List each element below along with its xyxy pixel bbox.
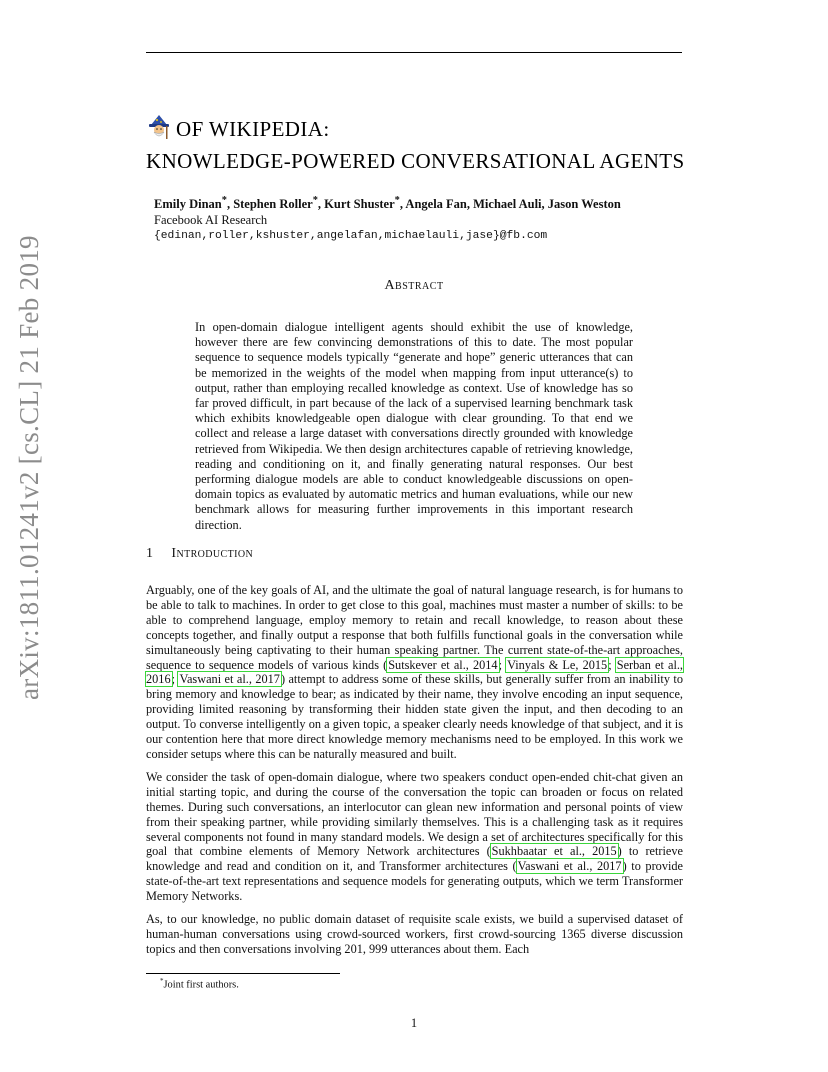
citation-link[interactable]: Sukhbaatar et al., 2015 <box>491 844 617 859</box>
citation-link[interactable]: Sutskever et al., 2014 <box>388 657 498 672</box>
page-number: 1 <box>410 1016 418 1030</box>
section-title: Introduction <box>171 546 254 561</box>
abstract-text: In open-domain dialogue intelligent agents should exhibit the use of knowledge, however there are few convincing demonstrations of this to date. The most popular sequence to sequence models typically “generate and hope” generic utterances that can be memorized in the weights of the model when mapping from input utterance(s) to output, rather than employing recalled knowledge as context. Use of knowledge has so far proved difficult, in part because of the lack of a supervised learning benchmark task which exhibits knowledgeable open dialogue with clear grounding. To that end we collect and release a large dataset with conversations directly grounded with knowledge retrieved from Wikipedia. We then design architectures capable of retrieving knowledge, reading and conditioning on it, and finally generating natural responses. Our best performing dialogue models are able to conduct knowledgeable discussions on open-domain topics as evaluated by automatic metrics and human evaluations, while our new benchmark allows for measuring further improvements in this important research direction. <box>195 320 633 532</box>
paragraph-3: As, to our knowledge, no public domain dataset of requisite scale exists, we build a supervised dataset of human-human conversations using crowd-sourced workers, first crowd-sourcing 1365 diverse discussion topics and then conversations involving 201, 999 utterances about them. Each <box>146 912 683 956</box>
wizard-icon <box>146 114 172 147</box>
citation-link[interactable]: Vaswani et al., 2017 <box>179 672 280 687</box>
affiliation: Facebook AI Research <box>154 213 268 228</box>
citation-link[interactable]: Vaswani et al., 2017 <box>517 859 622 874</box>
paragraph-1: Arguably, one of the key goals of AI, and the ultimate the goal of natural language research, is for humans to be able to talk to machines. In order to get close to this goal, machines must master a number of skills: to be able to comprehend language, employ memory to retain and recall knowledge, to reason about these concepts together, and finally output a response that both fulfills functional goals in the conversation while simultaneously being captivating to their human speaking partner. The current state-of-the-art approaches, sequence to sequence models of various kinds (Sutskever et al., 2014; Vinyals & Le, 2015; Serban et al., 2016; Vaswani et al., 2017) attempt to address some of these skills, but generally suffer from an inability to bring memory and knowledge to bear; as indicated by their name, they involve encoding an input sequence, providing limited reasoning by transforming their hidden state given the input, and then decoding to an output. To converse intelligently on a given topic, a speaker clearly needs knowledge of that subject, and it is our contention here that more direct knowledge memory mechanisms need to be employed. In this work we consider setups where this can be naturally measured and built. <box>146 583 684 761</box>
author-block <box>154 193 621 244</box>
paragraph-2: We consider the task of open-domain dialogue, where two speakers conduct open-ended chit-chat given an initial starting topic, and during the course of the conversation the topic can broaden or focus on related themes. During such conversations, an interlocutor can glean new information and personal points of view from their speaking partner, while providing similarly themselves. This is a challenging task as it requires several components not found in many standard models. We design a set of architectures specifically for this goal that combine elements of Memory Network architectures (Sukhbaatar et al., 2015) to retrieve knowledge and read and condition on it, and Transformer architectures (Vaswani et al., 2017) to provide state-of-the-art text representations and sequence models for generating outputs, which we term Transformer Memory Networks. <box>146 769 683 904</box>
title-text-1: OF WIKIPEDIA: <box>176 117 330 141</box>
arxiv-stamp: arXiv:1811.01241v2 [cs.CL] 21 Feb 2019 <box>14 235 44 700</box>
author-names: Emily Dinan*, Stephen Roller*, Kurt Shuster*, Angela Fan, Michael Auli, Jason Weston <box>154 195 621 212</box>
footnote-rule <box>146 973 340 974</box>
footnote: *Joint first authors. <box>160 977 239 991</box>
citation-link[interactable]: Vinyals & Le, 2015 <box>507 657 608 672</box>
abstract-heading: Abstract <box>384 278 444 293</box>
author-emails: {edinan,roller,kshuster,angelafan,michaelauli,jase}@fb.com <box>154 230 548 243</box>
title-line-1 <box>146 114 706 147</box>
section-heading <box>146 546 253 562</box>
paper-title <box>146 114 706 175</box>
top-rule <box>146 52 682 53</box>
citation-link[interactable]: Serban et al., 2016 <box>146 657 684 687</box>
title-line-2: KNOWLEDGE-POWERED CONVERSATIONAL AGENTS <box>146 149 685 173</box>
section-number: 1 <box>146 546 154 561</box>
body-text <box>146 583 683 965</box>
